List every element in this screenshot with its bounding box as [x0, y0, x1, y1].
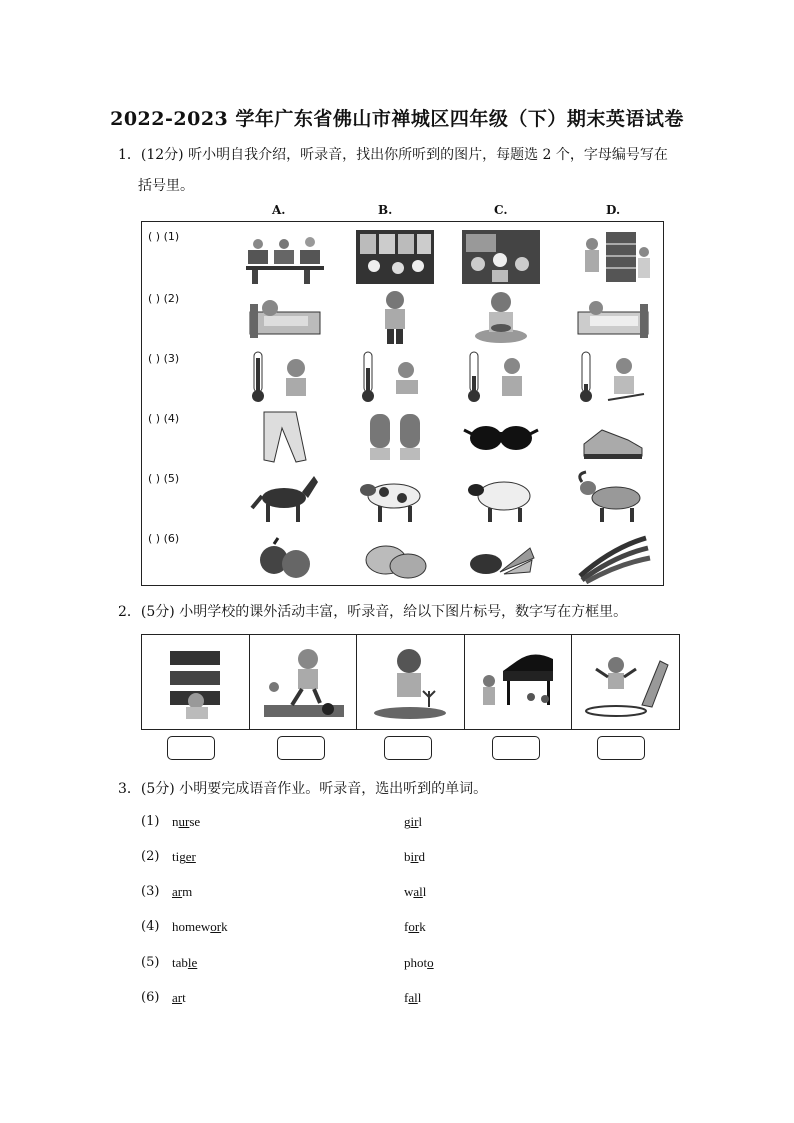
thermometer-cool-icon — [460, 348, 542, 406]
row-label-3[interactable]: ( ) (3) — [148, 352, 180, 365]
carrot-icon — [460, 528, 542, 586]
question-1-text-cont: 括号里。 — [138, 178, 194, 194]
sunglasses-icon — [460, 408, 542, 466]
item-number: (5) — [141, 955, 160, 970]
goat-icon — [572, 468, 654, 526]
word-option-a[interactable]: nurse — [172, 814, 201, 829]
planting-icon — [357, 635, 465, 729]
word-option-a[interactable]: tiger — [172, 849, 196, 864]
word-option-a[interactable]: homework — [172, 919, 228, 934]
computer-room-icon — [244, 228, 326, 286]
word-option-a[interactable]: art — [172, 990, 186, 1005]
row-label-2[interactable]: ( ) (2) — [148, 292, 180, 305]
answer-box-3[interactable] — [384, 736, 432, 760]
piano-icon — [465, 635, 573, 729]
row-label-4[interactable]: ( ) (4) — [148, 412, 180, 425]
trampoline-icon — [572, 635, 679, 729]
row-label-6[interactable]: ( ) (6) — [148, 532, 180, 545]
item-number: (3) — [141, 884, 160, 899]
sheep-icon — [460, 468, 542, 526]
answer-box-5[interactable] — [597, 736, 645, 760]
sleeping-in-bed-icon — [572, 288, 654, 346]
answer-box-2[interactable] — [277, 736, 325, 760]
gloves-icon — [354, 408, 436, 466]
question-3-text: 3．(5分) 小明要完成语音作业。听录音，选出听到的单词。 — [118, 781, 488, 797]
question-1-picture-grid — [141, 221, 664, 586]
thermometer-cold-icon — [572, 348, 654, 406]
word-option-a[interactable]: table — [172, 955, 198, 970]
word-option-b[interactable]: fall — [404, 990, 422, 1005]
green-beans-icon — [572, 528, 654, 586]
boy-eating-icon — [460, 288, 542, 346]
pants-icon — [244, 408, 326, 466]
column-c-header: C. — [494, 203, 508, 217]
page-title: 2022-2023 学年广东省佛山市禅城区四年级（下）期末英语试卷 — [110, 108, 684, 130]
word-option-b[interactable]: bird — [404, 849, 425, 864]
reading-books-icon — [142, 635, 250, 729]
thermometer-warm-icon — [354, 348, 436, 406]
cow-icon — [354, 468, 436, 526]
item-number: (6) — [141, 990, 160, 1005]
word-option-b[interactable]: wall — [404, 884, 427, 899]
music-room-icon — [460, 228, 542, 286]
question-2-text: 2．(5分) 小明学校的课外活动丰富，听录音，给以下图片标号，数字写在方框里。 — [118, 604, 628, 620]
column-a-header: A. — [272, 203, 286, 217]
potato-icon — [354, 528, 436, 586]
thermometer-hot-icon — [244, 348, 326, 406]
football-icon — [250, 635, 358, 729]
library-icon — [572, 228, 654, 286]
question-2-picture-strip — [141, 634, 680, 730]
word-option-b[interactable]: girl — [404, 814, 423, 829]
answer-box-1[interactable] — [167, 736, 215, 760]
shoes-icon — [572, 408, 654, 466]
row-label-5[interactable]: ( ) (5) — [148, 472, 180, 485]
horse-icon — [244, 468, 326, 526]
item-number: (1) — [141, 814, 160, 829]
item-number: (2) — [141, 849, 160, 864]
column-b-header: B. — [378, 203, 393, 217]
row-label-1[interactable]: ( ) (1) — [148, 230, 180, 243]
word-option-a[interactable]: arm — [172, 884, 193, 899]
boy-in-bed-icon — [244, 288, 326, 346]
question-1-text: 1．(12分) 听小明自我介绍，听录音，找出你所听到的图片，每题选 2 个，字母编号写在 — [118, 147, 668, 163]
boy-standing-icon — [354, 288, 436, 346]
tomato-icon — [244, 528, 326, 586]
item-number: (4) — [141, 919, 160, 934]
word-option-b[interactable]: fork — [404, 919, 426, 934]
answer-box-4[interactable] — [492, 736, 540, 760]
word-option-b[interactable]: photo — [404, 955, 434, 970]
column-d-header: D. — [606, 203, 621, 217]
art-room-icon — [354, 228, 436, 286]
